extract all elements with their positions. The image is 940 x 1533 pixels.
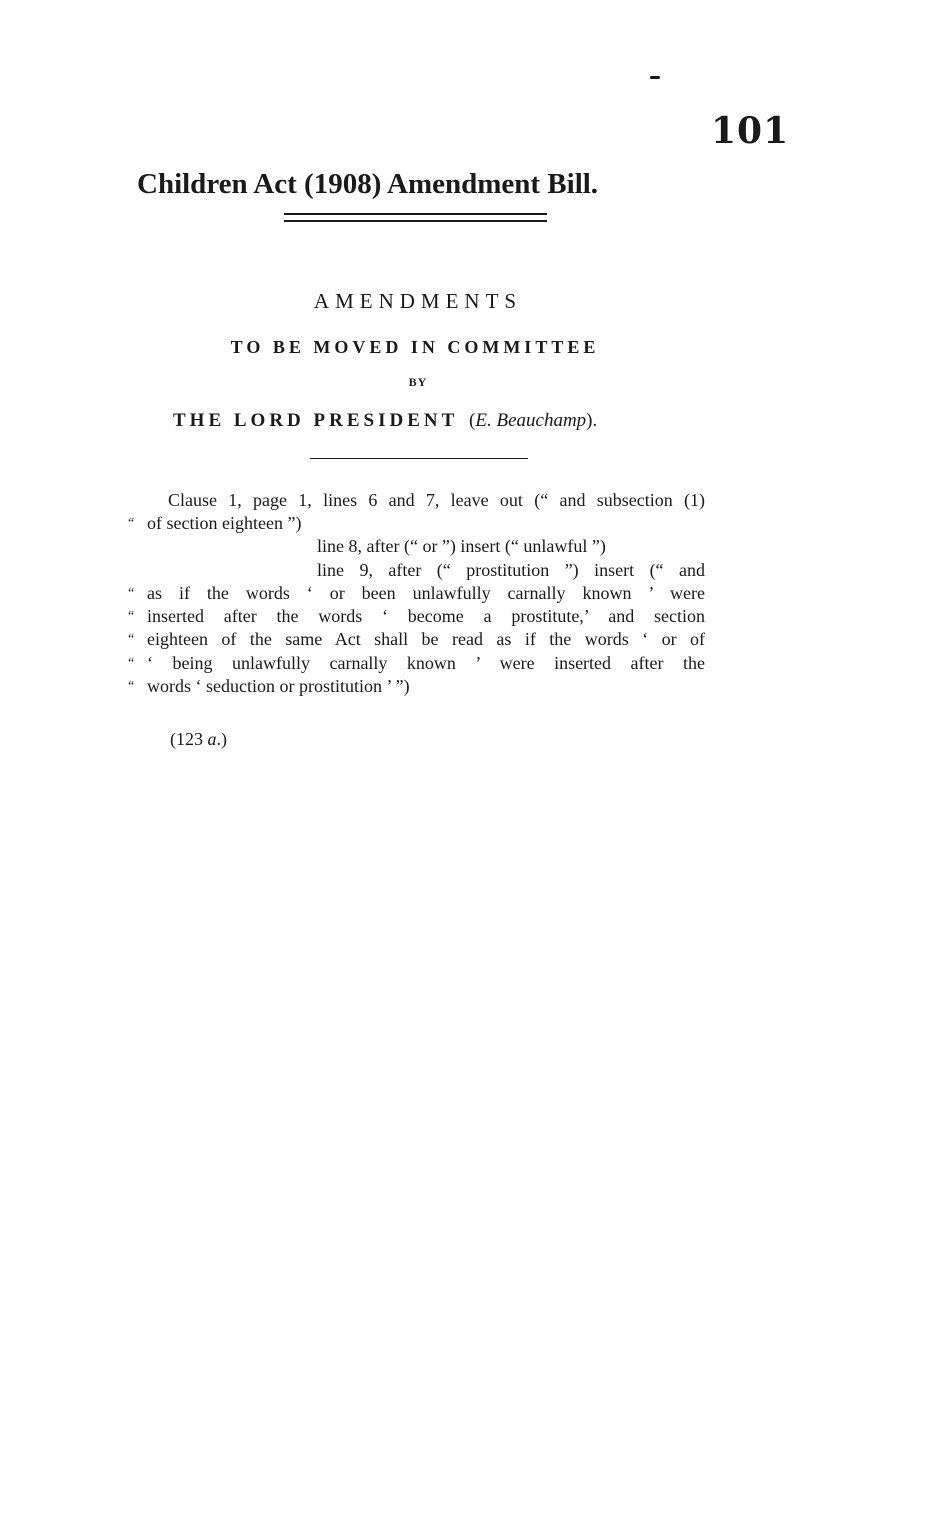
amendment-line-5: as if the words ‘ or been unlawfully carnally known ’ were	[147, 583, 705, 603]
reference-italic-letter: a	[207, 729, 217, 749]
opening-quote-mark: “	[128, 656, 135, 671]
mover-line	[173, 410, 597, 432]
page-number: 101	[711, 110, 790, 152]
amendments-heading: AMENDMENTS	[313, 289, 523, 313]
paper-reference-number	[170, 729, 227, 750]
mover-name: E. Beauchamp	[475, 410, 587, 431]
opening-quote-mark: “	[128, 632, 135, 647]
reference-close: .)	[216, 729, 227, 749]
mover-close-paren: ).	[586, 410, 598, 431]
amendment-line-1: Clause 1, page 1, lines 6 and 7, leave out (“ and subsection (1)	[168, 490, 705, 510]
opening-quote-mark: “	[128, 679, 135, 694]
amendment-line-7: eighteen of the same Act shall be read as if the words ‘ or of	[147, 629, 705, 649]
mover-title: THE LORD PRESIDENT	[173, 410, 459, 431]
amendment-line-2: of section eighteen ”)	[147, 513, 302, 533]
amendment-line-6: inserted after the words ‘ become a prostitute,’ and section	[147, 606, 705, 626]
amendment-line-9: words ‘ seduction or prostitution ’ ”)	[147, 676, 410, 696]
moved-in-committee-heading: TO BE MOVED IN COMMITTEE	[230, 337, 600, 357]
title-double-rule	[284, 213, 547, 222]
opening-quote-mark: “	[128, 609, 135, 624]
amendment-line-3: line 8, after (“ or ”) insert (“ unlawful ”)	[317, 536, 606, 556]
bill-title: Children Act (1908) Amendment Bill.	[137, 168, 599, 200]
reference-open: (123	[170, 729, 208, 749]
by-heading: BY	[408, 375, 428, 389]
mover-open-paren: (	[469, 410, 476, 431]
opening-quote-mark: “	[128, 586, 135, 601]
amendment-line-8: ‘ being unlawfully carnally known ’ were inserted after the	[147, 653, 705, 673]
opening-quote-mark: “	[128, 516, 135, 531]
corner-mark	[650, 76, 660, 79]
section-rule	[310, 458, 528, 459]
amendment-line-4: line 9, after (“ prostitution ”) insert (“ and	[317, 560, 705, 580]
